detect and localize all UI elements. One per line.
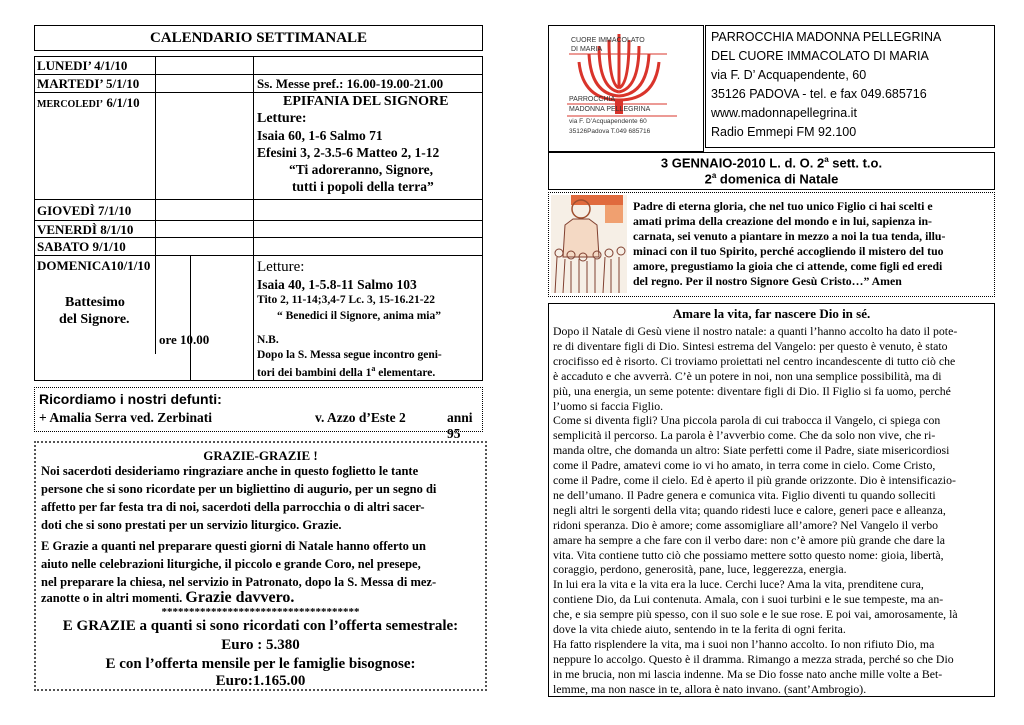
article-line: come il Padre, come il cielo. Ed è aperto il più grande orizzonte. Dio è intensificazio- (553, 473, 956, 487)
grazie-line: doti che si sono prestati per un servizio liturgico. Grazie. (41, 518, 342, 532)
prayer-line: Padre di eterna gloria, che nel tuo unico Figlio ci hai scelti e (633, 199, 933, 213)
lettura-line: Isaia 60, 1-6 Salmo 71 (257, 128, 383, 143)
grazie-box (34, 441, 487, 691)
logo-text: 35126Padova T.049 685716 (569, 128, 651, 135)
parish-name: DEL CUORE IMMACOLATO DI MARIA (711, 49, 929, 63)
defunto-age: anni 95 (447, 410, 473, 441)
offerta-semestrale: E GRAZIE a quanti si sono ricordati con l’offerta semestrale: (62, 618, 459, 634)
epifania-title: EPIFANIA DEL SIGNORE (283, 94, 449, 109)
row-sabato (35, 238, 482, 256)
letture-label: Letture: (257, 259, 305, 275)
prayer-box (548, 192, 995, 297)
parish-info (705, 25, 995, 148)
article-line: Dopo il Natale di Gesù viene il nostro natale: a quanti l’hanno accolto ha dato il pote- (553, 324, 958, 338)
row-martedi (35, 75, 482, 93)
sunday-name: 2$^a$ domenica di Natale (704, 171, 839, 187)
logo-text: CUORE IMMACOLATO (571, 37, 645, 44)
article-line: Come si diventa figli? Una piccola parola di cui trabocca il Vangelo, ci spiega con (553, 413, 941, 428)
letture-label: Letture: (257, 111, 307, 126)
article-line: più, una energia, un seme potente: diventare figli di Dio. Il Figlio si fa uomo, perché (553, 383, 951, 398)
nb-label: N.B. (257, 334, 279, 346)
logo-text: via F. D’Acquapendente 60 (569, 118, 647, 125)
lettura-line: Isaia 40, 1-5.8-11 Salmo 103 (257, 277, 417, 292)
grazie-line: E Grazie a quanti nel preparare questi giorni di Natale hanno offerto un (41, 539, 426, 553)
row-mercoledi (35, 93, 482, 200)
nb-text: tori dei bambini della 1$^a$ elementare. (257, 364, 436, 379)
article-line: re di diventare figli di Dio. Sintesi estrema del Vangelo: per questo è venuto, è stato (553, 338, 948, 353)
prayer-line: minaci con il tuo Spirito, perché accogliendo il mistero del tuo (633, 244, 944, 258)
article-box (548, 303, 995, 697)
christ-illustration-icon (551, 195, 627, 293)
liturgical-date (548, 152, 995, 190)
article-line: amare ha sempre a che fare con il verbo dare: non c’è amore più grande che dare la (553, 532, 946, 547)
article-line: contiene Dio, da Lui contenuta. Amala, con i suoi turbini e le sue tempeste, ma an- (553, 592, 944, 607)
parish-address: via F. D’ Acquapendente, 60 (711, 68, 867, 82)
article-line: ridoni speranza. Dio è amore; come assomigliare all’amore? Nel Vangelo il verbo (553, 517, 939, 532)
parish-name: PARROCCHIA MADONNA PELLEGRINA (711, 30, 942, 44)
date-line: 3 GENNAIO-2010 L. d. O. 2$^a$ sett. t.o. (660, 155, 883, 171)
battesimo-label: del Signore. (59, 312, 130, 327)
row-giovedi (35, 200, 482, 221)
parish-phone: 35126 PADOVA - tel. e fax 049.685716 (711, 87, 927, 101)
article-line: in me brucia, non mi lascia indenne. Ma se Dio fosse nato anche mille volte a Bet- (553, 666, 943, 681)
calendar-title: CALENDARIO SETTIMANALE (34, 25, 483, 51)
date-mercoledi: 6/1/10 (106, 95, 140, 110)
article-line: In lui era la vita e la vita era la luce. Cerchi luce? Ama la vita, prenditene cura, (553, 577, 924, 592)
stars-divider: ************************************ (161, 606, 360, 618)
prayer-line: amore, pregustiamo la gioia che ci attende, come figli ed eredi (633, 259, 943, 273)
row-venerdi (35, 221, 482, 238)
grazie-line: affetto per far festa tra di noi, sacerdoti della parrocchia o di altri sacer- (41, 500, 425, 514)
day-mercoledi: MERCOLEDI’ (37, 99, 104, 110)
parish-logo (548, 25, 704, 152)
logo-text: DI MARIA (571, 46, 603, 53)
article-line: neppure lo accolgo. Questo è il dramma. Rimango a mezza strada, perché so che Dio (553, 651, 954, 666)
day-giovedi: GIOVEDÌ 7/1/10 (37, 203, 132, 218)
defunto-address: v. Azzo d’Este 2 (315, 410, 406, 425)
messe-orari: Ss. Messe pref.: 16.00-19.00-21.00 (257, 76, 444, 91)
nb-text: Dopo la S. Messa segue incontro geni- (257, 349, 442, 361)
lettura-quote: “ Benedici il Signore, anima mia” (277, 310, 441, 322)
grazie-line: Noi sacerdoti desideriamo ringraziare anche in questo foglietto le tante (41, 464, 419, 478)
offerta-mensile-amount: Euro:1.165.00 (215, 673, 306, 689)
lettura-quote: “Ti adoreranno, Signore, (289, 162, 434, 177)
parish-radio: Radio Emmepi FM 92.100 (711, 125, 857, 139)
calendar-table (34, 56, 483, 381)
battesimo-label: Battesimo (65, 295, 125, 310)
defunti-box (34, 387, 483, 441)
article-line: lemme, ma non nasce in te, allora è nato invano. (sant’Ambrogio). (553, 681, 867, 696)
article-line: manda oltre, che domanda un altro: Siate perfetti come il Padre, siate misericordiosi (553, 443, 950, 458)
article-line: come il Padre, amatevi come io vi ho amato, in terra come in cielo. Come Cristo, (553, 458, 936, 473)
grazie-line: nel preparare la chiesa, nel servizio in Patronato, dopo la S. Messa di mez- (41, 575, 437, 589)
logo-text: PARROCCHIA (569, 96, 616, 103)
day-sabato: SABATO 9/1/10 (37, 239, 126, 254)
logo-text: MADONNA PELLEGRINA (569, 106, 651, 113)
parish-website: www.madonnapellegrina.it (711, 106, 857, 120)
article-line: l’uomo si faccia Figlio. (553, 398, 664, 413)
row-lunedi (35, 57, 482, 75)
article-line: ne dell’umano. Il Padre genera e comunica vita. Figlio diventi tu quando solleciti (553, 487, 936, 502)
article-line: è accaduto e che avverrà. C’è un potere in noi, non una semplice possibilità, ma di (553, 368, 942, 383)
article-line: negli altri le sorgenti della vita; quando ridesti luce e calore, generi pace e alleanza, (553, 502, 946, 517)
lettura-line: Tito 2, 11-14;3,4-7 Lc. 3, 15-16.21-22 (257, 294, 436, 306)
article-line: semplicità il percorso. La parola è l’avverbio come. Che da solo non vive, che ri- (553, 428, 936, 443)
article-line: che, e sia sempre più spesso, con il suo sole e le sue rose. E poi vai, amorosamente, là (553, 607, 958, 622)
grazie-title: GRAZIE-GRAZIE ! (203, 448, 318, 463)
offerta-semestrale-amount: Euro : 5.380 (221, 637, 300, 653)
grazie-line: persone che si sono ricordate per un bigliettino di augurio, per un segno di (41, 482, 437, 496)
article-line: crocifisso ed è risorto. Ci troviamo proiettati nel centro incandescente di tutto ciò che (553, 353, 956, 368)
lettura-line: Efesini 3, 2-3.5-6 Matteo 2, 1-12 (257, 145, 440, 160)
offerta-mensile: E con l’offerta mensile per le famiglie bisognose: (105, 656, 416, 672)
prayer-line: del regno. Per il nostro Signore Gesù Cristo…” Amen (633, 274, 902, 288)
defunti-title: Ricordiamo i nostri defunti: (39, 391, 222, 407)
article-line: dove la vita chiede aiuto, sentendo in te la ferita di ogni ferita. (553, 622, 846, 636)
article-line: Ha fatto risplendere la vita, ma i suoi non l’hanno accolto. Io non rifiuto Dio, ma (553, 636, 935, 651)
defunto-name: + Amalia Serra ved. Zerbinati (39, 410, 213, 425)
ore-time: ore 10.00 (159, 332, 210, 347)
article-line: coraggio, perdono, generosità, pane, luce, leggerezza, energia. (553, 562, 847, 577)
day-domenica: DOMENICA10/1/10 (37, 258, 151, 273)
prayer-line: carnata, sei venuto a piantare in mezzo a noi la tua tenda, illu- (633, 229, 946, 243)
day-martedi: MARTEDI’ 5/1/10 (37, 76, 140, 91)
grazie-line: aiuto nelle celebrazioni liturgiche, il piccolo e grande Coro, nel presepe, (41, 557, 421, 571)
grazie-davvero: Grazie davvero. (185, 589, 295, 606)
day-lunedi: LUNEDI’ 4/1/10 (37, 58, 128, 73)
prayer-line: amati prima della creazione del mondo e in lui, sapienza in- (633, 214, 932, 228)
article-line: vita. Vita contiene tutto ciò che possiamo mettere sotto questo nome: gioia, libertà, (553, 547, 944, 562)
article-title: Amare la vita, far nascere Dio in sé. (672, 306, 871, 321)
row-domenica (35, 256, 482, 380)
day-venerdi: VENERDÌ 8/1/10 (37, 222, 134, 237)
grazie-line: zanotte o in altri momenti. Grazie davvero. (41, 589, 295, 606)
lettura-quote: tutti i popoli della terra” (292, 179, 434, 194)
